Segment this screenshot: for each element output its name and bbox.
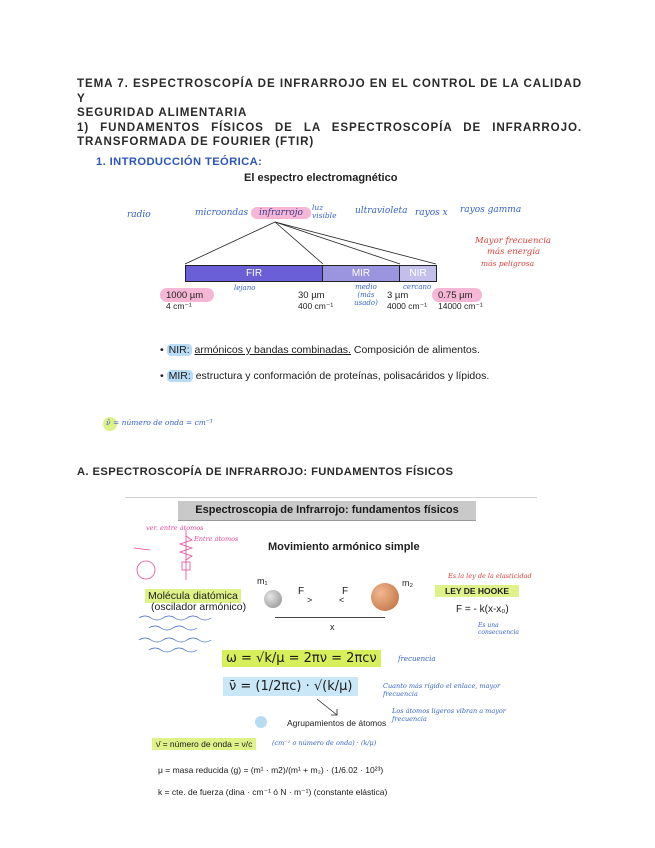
tick-wavelength: 1000 µm [166,290,204,301]
spring-sketch-icon [128,528,218,590]
note-lejano: lejano [234,284,256,292]
section-a-heading: A. ESPECTROSCOPÍA DE INFRARROJO: FUNDAMENTOS FÍSICOS [77,466,454,478]
tick-wavenumber: 4000 cm⁻¹ [387,301,427,311]
section-1-heading: 1. INTRODUCCIÓN TEÓRICA: [96,156,263,168]
hand-scribbles-left [135,612,235,657]
oscillator-label: (oscilador armónico) [151,601,247,613]
k-definition: k = cte. de fuerza (dina · cm⁻¹ ó N · m⁻¹) (constante elástica) [158,787,388,797]
note-medio: medio (más usado) [354,283,378,307]
hand-note-left-1: ver. entre átomos [146,524,204,532]
slide-top-rule [125,497,537,498]
tick-wavenumber: 14000 cm⁻¹ [438,301,483,311]
hand-note-bottom: (cm⁻¹ o número de onda) · (k/μ) [272,739,377,747]
title-line-1: TEMA 7. ESPECTROSCOPÍA DE INFRARROJO EN EL CONTROL DE LA CALIDAD Y [77,77,582,105]
tick-wavelength: 0.75 µm [438,290,473,301]
label-luz-visible: luz visible [312,203,337,220]
bullet-nir-tag: NIR: [168,344,190,356]
pointer-arrow-icon [315,697,345,719]
molecule-label: Molécula diatómica [145,589,241,603]
bullet-nir-rest: Composición de alimentos. [350,344,480,356]
label-rayos-x: rayos x [415,208,448,218]
bullet-nir-underlined: armónicos y bandas combinadas. [194,344,351,356]
band-mir: MIR [322,265,400,282]
slide-subtitle: Movimiento armónico simple [268,541,420,553]
distance-line [275,617,385,618]
note-cercano: cercano [403,283,432,291]
label-microondas: microondas [195,208,249,218]
hand-note-frecuencia: frecuencia [398,655,436,663]
hand-note-right-2: Los átomos ligeros vibran a mayor frecuencia [392,707,506,723]
tick-wavenumber: 4 cm⁻¹ [166,301,192,311]
bullet-dot: • [160,370,164,382]
m1-label: m₁ [257,576,268,586]
label-ultravioleta: ultravioleta [355,206,408,216]
tick-3um [387,291,427,311]
m2-label: m₂ [402,578,413,588]
bullet-mir [160,370,489,382]
bullet-nir [160,344,480,356]
mu-definition: μ = masa reducida (g) = (m¹ · m2)/(m¹ + m₂) · (1/6.02 · 10²³) [158,765,384,775]
tick-wavelength: 30 µm [298,290,325,301]
hand-note-left-2: Entre átomos [194,535,239,543]
hooke-note: Es la ley de la elasticidad [448,572,532,580]
document-title [77,77,582,150]
label-radio: radio [127,210,151,220]
annotation-line-1: Mayor frecuencia [475,236,551,246]
nu-bubble-icon [255,716,267,728]
band-fir: FIR [185,265,323,282]
x-label: x [330,622,335,632]
atom-2-icon [371,583,399,611]
tick-wavenumber: 400 cm⁻¹ [298,301,334,311]
force-right-label: F [342,586,349,597]
hooke-title: LEY DE HOOKE [435,585,519,597]
tick-1000um [166,291,203,311]
tick-075um [438,291,483,311]
arrow-left-icon: < [339,595,345,605]
atom-1-icon [264,590,282,608]
hooke-side-note: Es una consecuencia [478,622,519,636]
tick-30um [298,291,333,311]
spectrum-title: El espectro electromagnético [244,172,398,184]
equation-omega: ω = √k/μ = 2πν = 2πcν [222,650,381,667]
bullet-dot: • [160,344,164,356]
title-line-4: TRANSFORMADA DE FOURIER (FTIR) [77,135,315,148]
title-line-3: 1) FUNDAMENTOS FÍSICOS DE LA ESPECTROSCOPÍA DE INFRARROJO. [77,120,582,134]
nu-definition: ν̄ = número de onda = ν/c [152,738,256,750]
hooke-formula: F = - k(x-x₀) [456,604,509,615]
bullet-mir-rest: estructura y conformación de proteínas, polisacáridos y lípidos. [192,370,490,382]
label-infrarrojo: infrarrojo [251,207,311,219]
hand-note-right-1: Cuanto más rígido el enlace, mayor frecuencia [383,682,501,698]
annotation-line-2: más energía [487,247,541,257]
nu-note: ν̄ = número de onda = cm⁻¹ [106,418,213,427]
groups-label: Agrupamientos de átomos [287,718,387,728]
annotation-line-3: más peligrosa [481,259,535,268]
label-rayos-gamma: rayos gamma [460,205,522,215]
force-left-label: F [298,586,305,597]
band-nir: NIR [399,265,437,282]
tick-wavelength: 3 µm [387,290,409,301]
equation-wavenumber: ν̄ = (1/2πc) · √(k/μ) [223,677,358,696]
annotation-frequency [475,236,551,269]
bullet-mir-tag: MIR: [168,370,191,382]
slide-title: Espectroscopia de Infrarrojo: fundamentos físicos [178,501,476,521]
title-line-2: SEGURIDAD ALIMENTARIA [77,106,248,119]
arrow-right-icon: > [307,595,313,605]
